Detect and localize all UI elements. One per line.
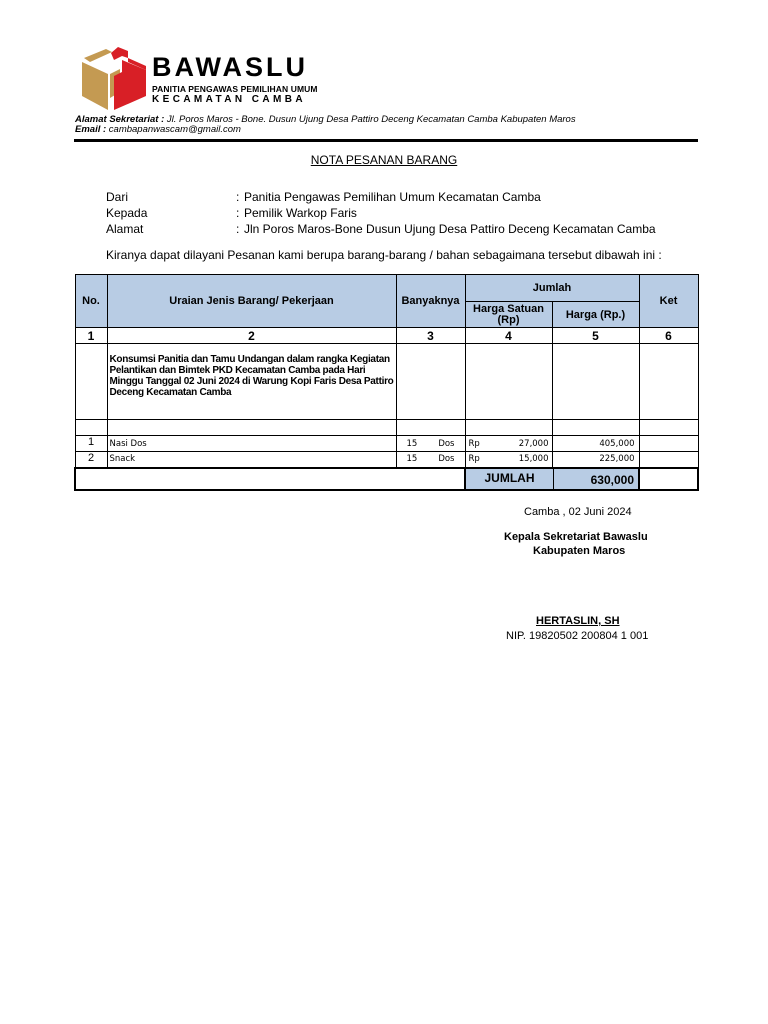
brand-subtitle-1: PANITIA PENGAWAS PEMILIHAN UMUM	[152, 84, 318, 94]
signatory-position-2: Kabupaten Maros	[533, 545, 626, 557]
cell-empty	[465, 344, 552, 420]
column-number: 6	[639, 328, 698, 344]
to-colon: :	[236, 206, 240, 220]
header-price: Harga (Rp.)	[552, 302, 639, 328]
total-label: JUMLAH	[466, 469, 553, 489]
item-note	[639, 436, 698, 452]
item-qty: 15	[406, 438, 418, 449]
item-name: Nasi Dos	[107, 436, 396, 452]
to-value: Pemilik Warkop Faris	[244, 206, 357, 220]
item-unit-price: 27,000	[518, 438, 549, 449]
total-row	[75, 468, 698, 490]
document-title: NOTA PESANAN BARANG	[310, 153, 458, 167]
to-label: Kepada	[106, 206, 148, 220]
email-label: Email :	[75, 124, 107, 135]
item-currency: Rp	[468, 438, 480, 449]
table-row	[75, 436, 698, 452]
signatory-nip: NIP. 19820502 200804 1 001	[506, 630, 649, 642]
header-unit-price: Harga Satuan (Rp)	[465, 302, 552, 328]
item-unit-price: 15,000	[518, 454, 549, 465]
cell-empty	[552, 344, 639, 420]
column-number: 4	[465, 328, 552, 344]
from-label: Dari	[106, 190, 129, 204]
header-description: Uraian Jenis Barang/ Pekerjaan	[107, 275, 396, 328]
total-value: 630,000	[553, 469, 638, 489]
intro-text: Kiranya dapat dilayani Pesanan kami berupa barang-barang / bahan sebagaimana tersebut dibawah ini :	[106, 248, 662, 262]
cell-empty	[639, 344, 698, 420]
item-unit: Dos	[438, 438, 455, 449]
column-number: 5	[552, 328, 639, 344]
order-table	[74, 274, 699, 491]
email-value: cambapanwascam@gmail.com	[108, 124, 241, 135]
header-quantity: Banyaknya	[396, 275, 465, 328]
item-no: 1	[75, 436, 107, 452]
cell-empty	[396, 344, 465, 420]
secretariat-email	[75, 124, 241, 135]
recipient-address-label: Alamat	[106, 222, 144, 236]
item-unit: Dos	[438, 454, 455, 465]
table-row	[75, 452, 698, 468]
column-number: 3	[396, 328, 465, 344]
address-value: Jl. Poros Maros - Bone. Dusun Ujung Desa Pattiro Deceng Kecamatan Camba Kabupaten Maros	[166, 114, 576, 125]
total-note	[639, 468, 698, 490]
item-name: Snack	[107, 452, 396, 468]
recipient-address-value: Jln Poros Maros-Bone Dusun Ujung Desa Pattiro Deceng Kecamatan Camba	[244, 222, 656, 236]
signatory-name: HERTASLIN, SH	[536, 615, 620, 627]
description-row	[75, 344, 698, 420]
header-note: Ket	[639, 275, 698, 328]
signatory-position-1: Kepala Sekretariat Bawaslu	[504, 531, 648, 543]
address-label: Alamat Sekretariat :	[75, 114, 165, 125]
cell-empty	[75, 344, 107, 420]
item-currency: Rp	[468, 454, 480, 465]
from-colon: :	[236, 190, 240, 204]
column-number: 1	[75, 328, 107, 344]
column-number: 2	[107, 328, 396, 344]
header-divider	[74, 139, 698, 142]
place-date: Camba , 02 Juni 2024	[524, 506, 632, 518]
header-no: No.	[75, 275, 107, 328]
total-spacer	[75, 468, 465, 490]
item-price: 405,000	[552, 436, 639, 452]
item-no: 2	[75, 452, 107, 468]
brand-subtitle-2: KECAMATAN CAMBA	[152, 94, 306, 105]
activity-description: Konsumsi Panitia dan Tamu Undangan dalam rangka Kegiatan Pelantikan dan Bimtek PKD Kecamatan Camba pada Hari Minggu Tanggal 02 Juni 2024 di Warung Kopi Faris Desa Pattiro Deceng Kecamatan Camba	[107, 344, 396, 420]
from-value: Panitia Pengawas Pemilihan Umum Kecamatan Camba	[244, 190, 541, 204]
recipient-address-colon: :	[236, 222, 240, 236]
total-cell	[465, 468, 639, 490]
spacer-row	[75, 420, 698, 436]
brand-title: BAWASLU	[152, 52, 308, 82]
item-qty: 15	[406, 454, 418, 465]
header-amount: Jumlah	[465, 275, 639, 302]
bawaslu-logo	[80, 46, 148, 112]
item-note	[639, 452, 698, 468]
item-price: 225,000	[552, 452, 639, 468]
